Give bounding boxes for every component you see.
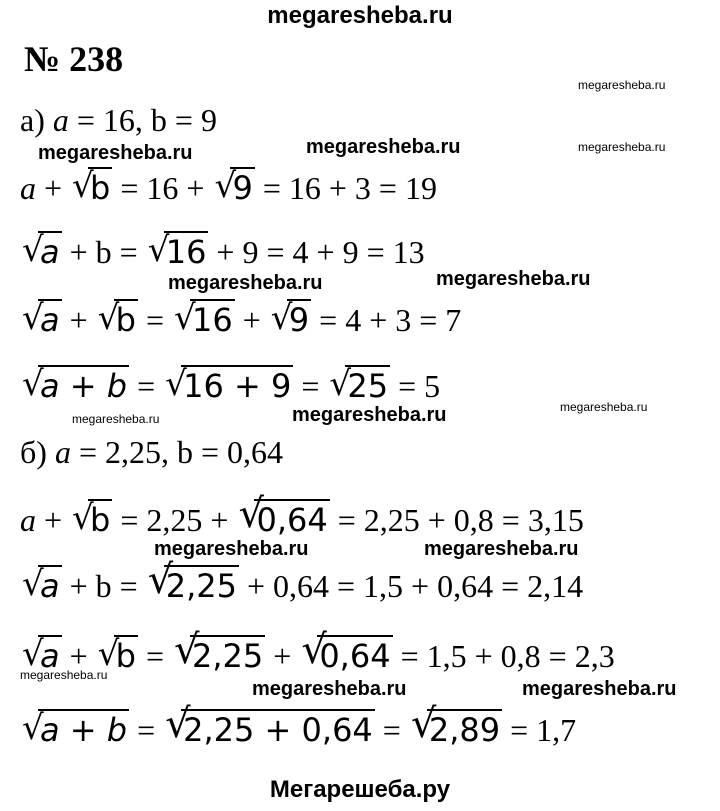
radical (148, 232, 209, 272)
inline-watermark: megaresheba.ru (252, 678, 407, 700)
inline-watermark: megaresheba.ru (436, 268, 591, 290)
radical (22, 636, 62, 676)
var-a: a (20, 502, 36, 538)
sqrt-icon: √ (301, 627, 327, 673)
radical (174, 627, 265, 676)
sqrt-icon: √ (174, 627, 200, 673)
equals-sign: = (145, 638, 165, 674)
radical (22, 366, 129, 406)
sqrt-icon: √ (22, 634, 44, 674)
given-values: = 16, b = 9 (76, 102, 217, 138)
radicand: b (115, 637, 136, 675)
expression: = 16 + (120, 170, 205, 206)
inline-watermark: megaresheba.ru (168, 272, 323, 294)
expression: = 2,25 + 0,8 = 3,15 (337, 502, 584, 538)
sqrt-icon: √ (22, 564, 44, 604)
radical (22, 300, 62, 340)
radical (329, 366, 390, 406)
sqrt-icon: √ (174, 298, 196, 338)
radicand: a + b (40, 367, 128, 405)
sqrt-icon: √ (72, 498, 94, 538)
radical (98, 636, 138, 676)
radical (214, 168, 254, 208)
radicand: b (115, 301, 136, 339)
radicand: 2,25 (165, 567, 237, 605)
inline-watermark: megaresheba.ru (560, 400, 648, 414)
sqrt-icon: √ (165, 364, 187, 404)
part-label: а) (20, 102, 45, 138)
sqrt-icon: √ (238, 491, 264, 537)
part-b-line-3 (20, 627, 615, 676)
expression: + b = (69, 568, 138, 604)
sqrt-icon: √ (97, 298, 120, 338)
sqrt-icon: √ (22, 708, 44, 748)
radical (271, 300, 311, 340)
radical (72, 500, 112, 540)
sqrt-icon: √ (270, 298, 293, 338)
sqrt-icon: √ (329, 364, 352, 404)
plus-sign: + (242, 302, 261, 338)
inline-watermark: megaresheba.ru (154, 538, 309, 560)
sqrt-icon: √ (147, 557, 174, 603)
equals-sign: = (301, 368, 320, 404)
inline-watermark: megaresheba.ru (306, 136, 461, 158)
var-a: a (54, 434, 71, 470)
radicand: 0,64 (256, 501, 328, 539)
radicand: 16 (165, 233, 207, 271)
radical (165, 366, 293, 406)
expression: = 4 + 3 = 7 (319, 302, 462, 338)
bottom-watermark: Мегарешеба.ру (269, 776, 451, 803)
part-b-line-4 (20, 701, 577, 750)
radicand: 2,89 (428, 711, 501, 749)
expression: = 16 + 3 = 19 (262, 170, 437, 206)
part-b-line-2 (20, 557, 584, 606)
inline-watermark: megaresheba.ru (20, 668, 108, 682)
radical (22, 710, 129, 750)
part-label: б) (20, 434, 47, 470)
var-a: a (20, 170, 36, 206)
inline-watermark: megaresheba.ru (292, 404, 447, 426)
sqrt-icon: √ (147, 230, 170, 270)
radicand: 2,25 + 0,64 (183, 711, 373, 749)
inline-watermark: megaresheba.ru (578, 140, 666, 154)
inline-watermark: megaresheba.ru (38, 142, 193, 164)
sqrt-icon: √ (410, 701, 437, 747)
radicand: 16 + 9 (183, 367, 292, 405)
part-a-line-3 (20, 300, 461, 340)
radical (174, 300, 235, 340)
problem-number: № 238 (24, 39, 124, 79)
radicand: b (90, 501, 111, 539)
expression: + b = (69, 234, 138, 270)
radicand: 9 (232, 169, 253, 207)
part-a-line-4 (20, 366, 440, 406)
radical (147, 557, 239, 606)
radicand: b (90, 169, 111, 207)
sqrt-icon: √ (97, 634, 120, 674)
inline-watermark: megaresheba.ru (522, 678, 677, 700)
part-b-line-1 (20, 491, 584, 540)
radicand: 16 (192, 301, 233, 339)
plus-sign: + (273, 638, 292, 674)
plus-sign: + (69, 638, 88, 674)
expression: = 2,25 + (120, 502, 229, 538)
sqrt-icon: √ (22, 364, 44, 404)
part-a-line-2 (20, 232, 425, 272)
sqrt-icon: √ (165, 701, 191, 747)
part-b-header (20, 432, 283, 472)
radical (98, 300, 138, 340)
inline-watermark: megaresheba.ru (424, 538, 579, 560)
radical (22, 566, 62, 606)
radicand: a (40, 567, 60, 605)
plus-sign: + (69, 302, 88, 338)
expression: + 9 = 4 + 9 = 13 (216, 234, 425, 270)
inline-watermark: megaresheba.ru (578, 78, 666, 92)
inline-watermark: megaresheba.ru (72, 412, 160, 426)
radical (301, 627, 392, 676)
radicand: a (40, 233, 60, 271)
radicand: a (40, 637, 60, 675)
given-values: = 2,25, b = 0,64 (78, 434, 284, 470)
expression: + 0,64 = 1,5 + 0,64 = 2,14 (246, 568, 584, 604)
part-a-line-1 (20, 168, 437, 208)
radical (22, 232, 62, 272)
equals-sign: = (382, 712, 401, 748)
expression: = 1,5 + 0,8 = 2,3 (400, 638, 615, 674)
radical (72, 168, 112, 208)
top-watermark: megaresheba.ru (267, 2, 453, 29)
sqrt-icon: √ (72, 166, 94, 206)
radicand: 0,64 (319, 637, 391, 675)
radicand: 2,25 (192, 637, 264, 675)
sqrt-icon: √ (22, 298, 44, 338)
var-a: a (52, 102, 69, 138)
plus-sign: + (44, 502, 63, 538)
sqrt-icon: √ (214, 166, 237, 206)
sqrt-icon: √ (22, 230, 44, 270)
part-a-header (20, 100, 217, 140)
expression: = 1,7 (510, 712, 577, 748)
radical (410, 701, 502, 750)
radical (165, 701, 375, 750)
expression: = 5 (398, 368, 441, 404)
equals-sign: = (137, 368, 156, 404)
equals-sign: = (145, 302, 165, 338)
radicand: 9 (288, 301, 310, 339)
equals-sign: = (137, 712, 156, 748)
radicand: 25 (347, 367, 389, 405)
radicand: a + b (40, 711, 128, 749)
plus-sign: + (44, 170, 63, 206)
radical (238, 491, 329, 540)
radicand: a (40, 301, 60, 339)
